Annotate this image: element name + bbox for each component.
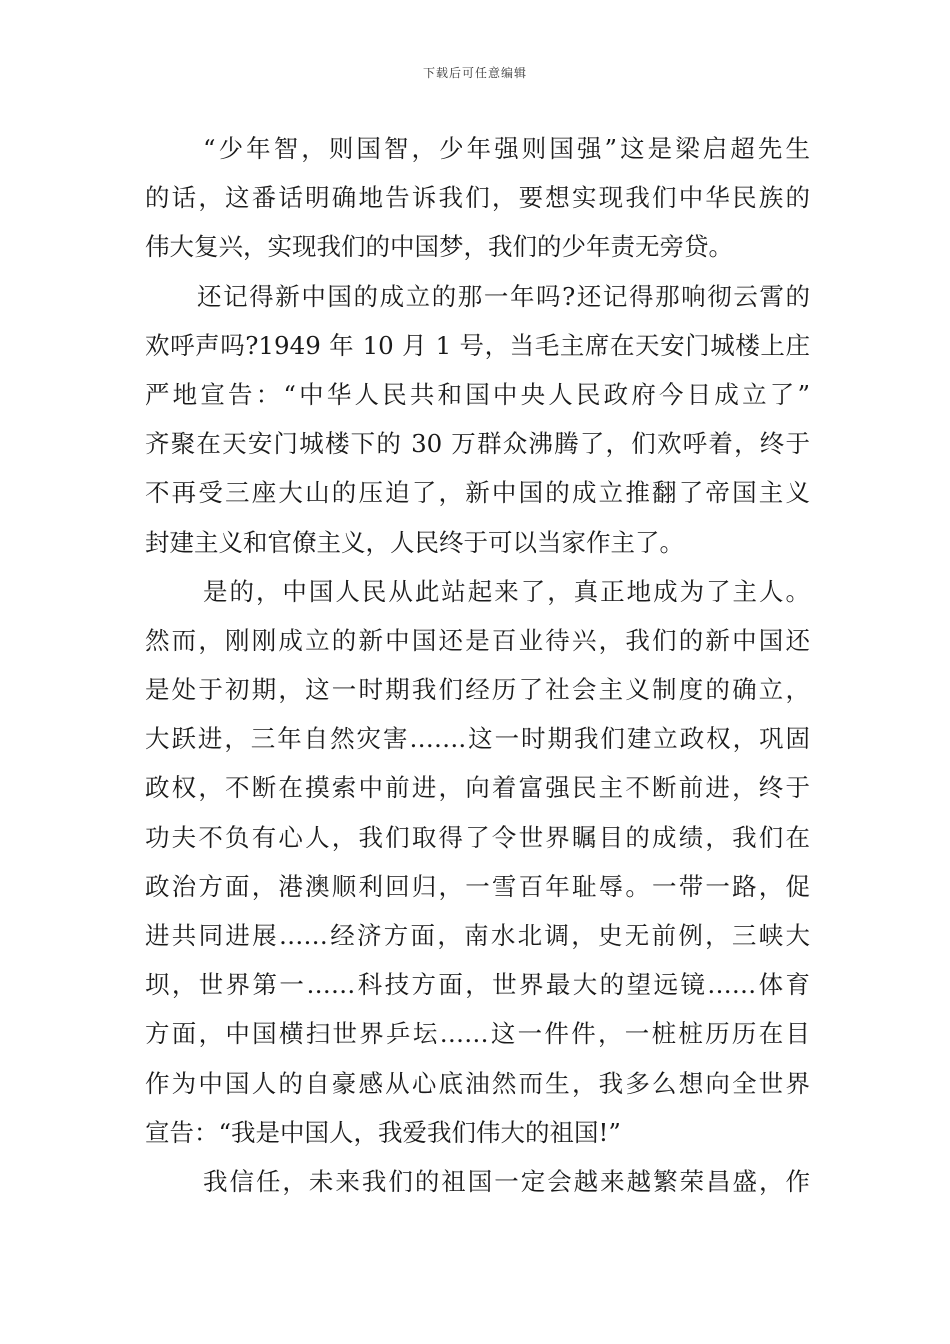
paragraph-line: 我信任，未来我们的祖国一定会越来越繁荣昌盛，作 [203,1166,810,1196]
paragraph-line: 齐聚在天安门城楼下的 30 万群众沸腾了，们欢呼着，终于 [145,429,810,459]
document-body [145,124,810,1206]
paragraph-line: 政治方面，港澳顺利回归，一雪百年耻辱。一带一路，促 [145,871,810,901]
paragraph-line: 进共同进展……经济方面，南水北调，史无前例，三峡大 [145,921,810,950]
paragraph-line: 是的，中国人民从此站起来了，真正地成为了主人。 [203,576,810,606]
paragraph-line: “少年智，则国智，少年强则国强”这是梁启超先生 [203,134,810,163]
paragraph-line: 的话，这番话明确地告诉我们，要想实现我们中华民族的 [145,183,810,213]
header-note: 下载后可任意编辑 [422,66,527,80]
paragraph-line: 方面，中国横扫世界乒坛……这一件件，一桩桩历历在目 [145,1019,810,1049]
paragraph-line: 不再受三座大山的压迫了，新中国的成立推翻了帝国主义 [145,478,810,508]
paragraph-line: 欢呼声吗?1949 年 10 月 1 号，当毛主席在天安门城楼上庄 [145,330,810,360]
paragraph-line: 严地宣告：“中华人民共和国中央人民政府今日成立了” [145,379,810,409]
paragraph-line: 功夫不负有心人，我们取得了令世界瞩目的成绩，我们在 [145,822,810,852]
paragraph-line: 还记得新中国的成立的那一年吗?还记得那响彻云霄的 [197,281,810,311]
paragraph-line: 作为中国人的自豪感从心底油然而生，我多么想向全世界 [145,1068,810,1098]
paragraph-line: 政权，不断在摸索中前进，向着富强民主不断前进，终于 [145,773,810,803]
paragraph-line: 宣告：“我是中国人，我爱我们伟大的祖国!” [145,1117,621,1147]
paragraph-line: 伟大复兴，实现我们的中国梦，我们的少年责无旁贷。 [145,232,733,262]
paragraph-line: 大跃进，三年自然灾害…….这一时期我们建立政权，巩固 [145,724,810,754]
paragraph-line: 坝，世界第一……科技方面，世界最大的望远镜……体育 [145,970,810,1000]
paragraph-line: 是处于初期，这一时期我们经历了社会主义制度的确立， [145,675,810,705]
paragraph-line: 然而，刚刚成立的新中国还是百业待兴，我们的新中国还 [145,625,810,655]
paragraph-line: 封建主义和官僚主义，人民终于可以当家作主了。 [145,527,684,557]
